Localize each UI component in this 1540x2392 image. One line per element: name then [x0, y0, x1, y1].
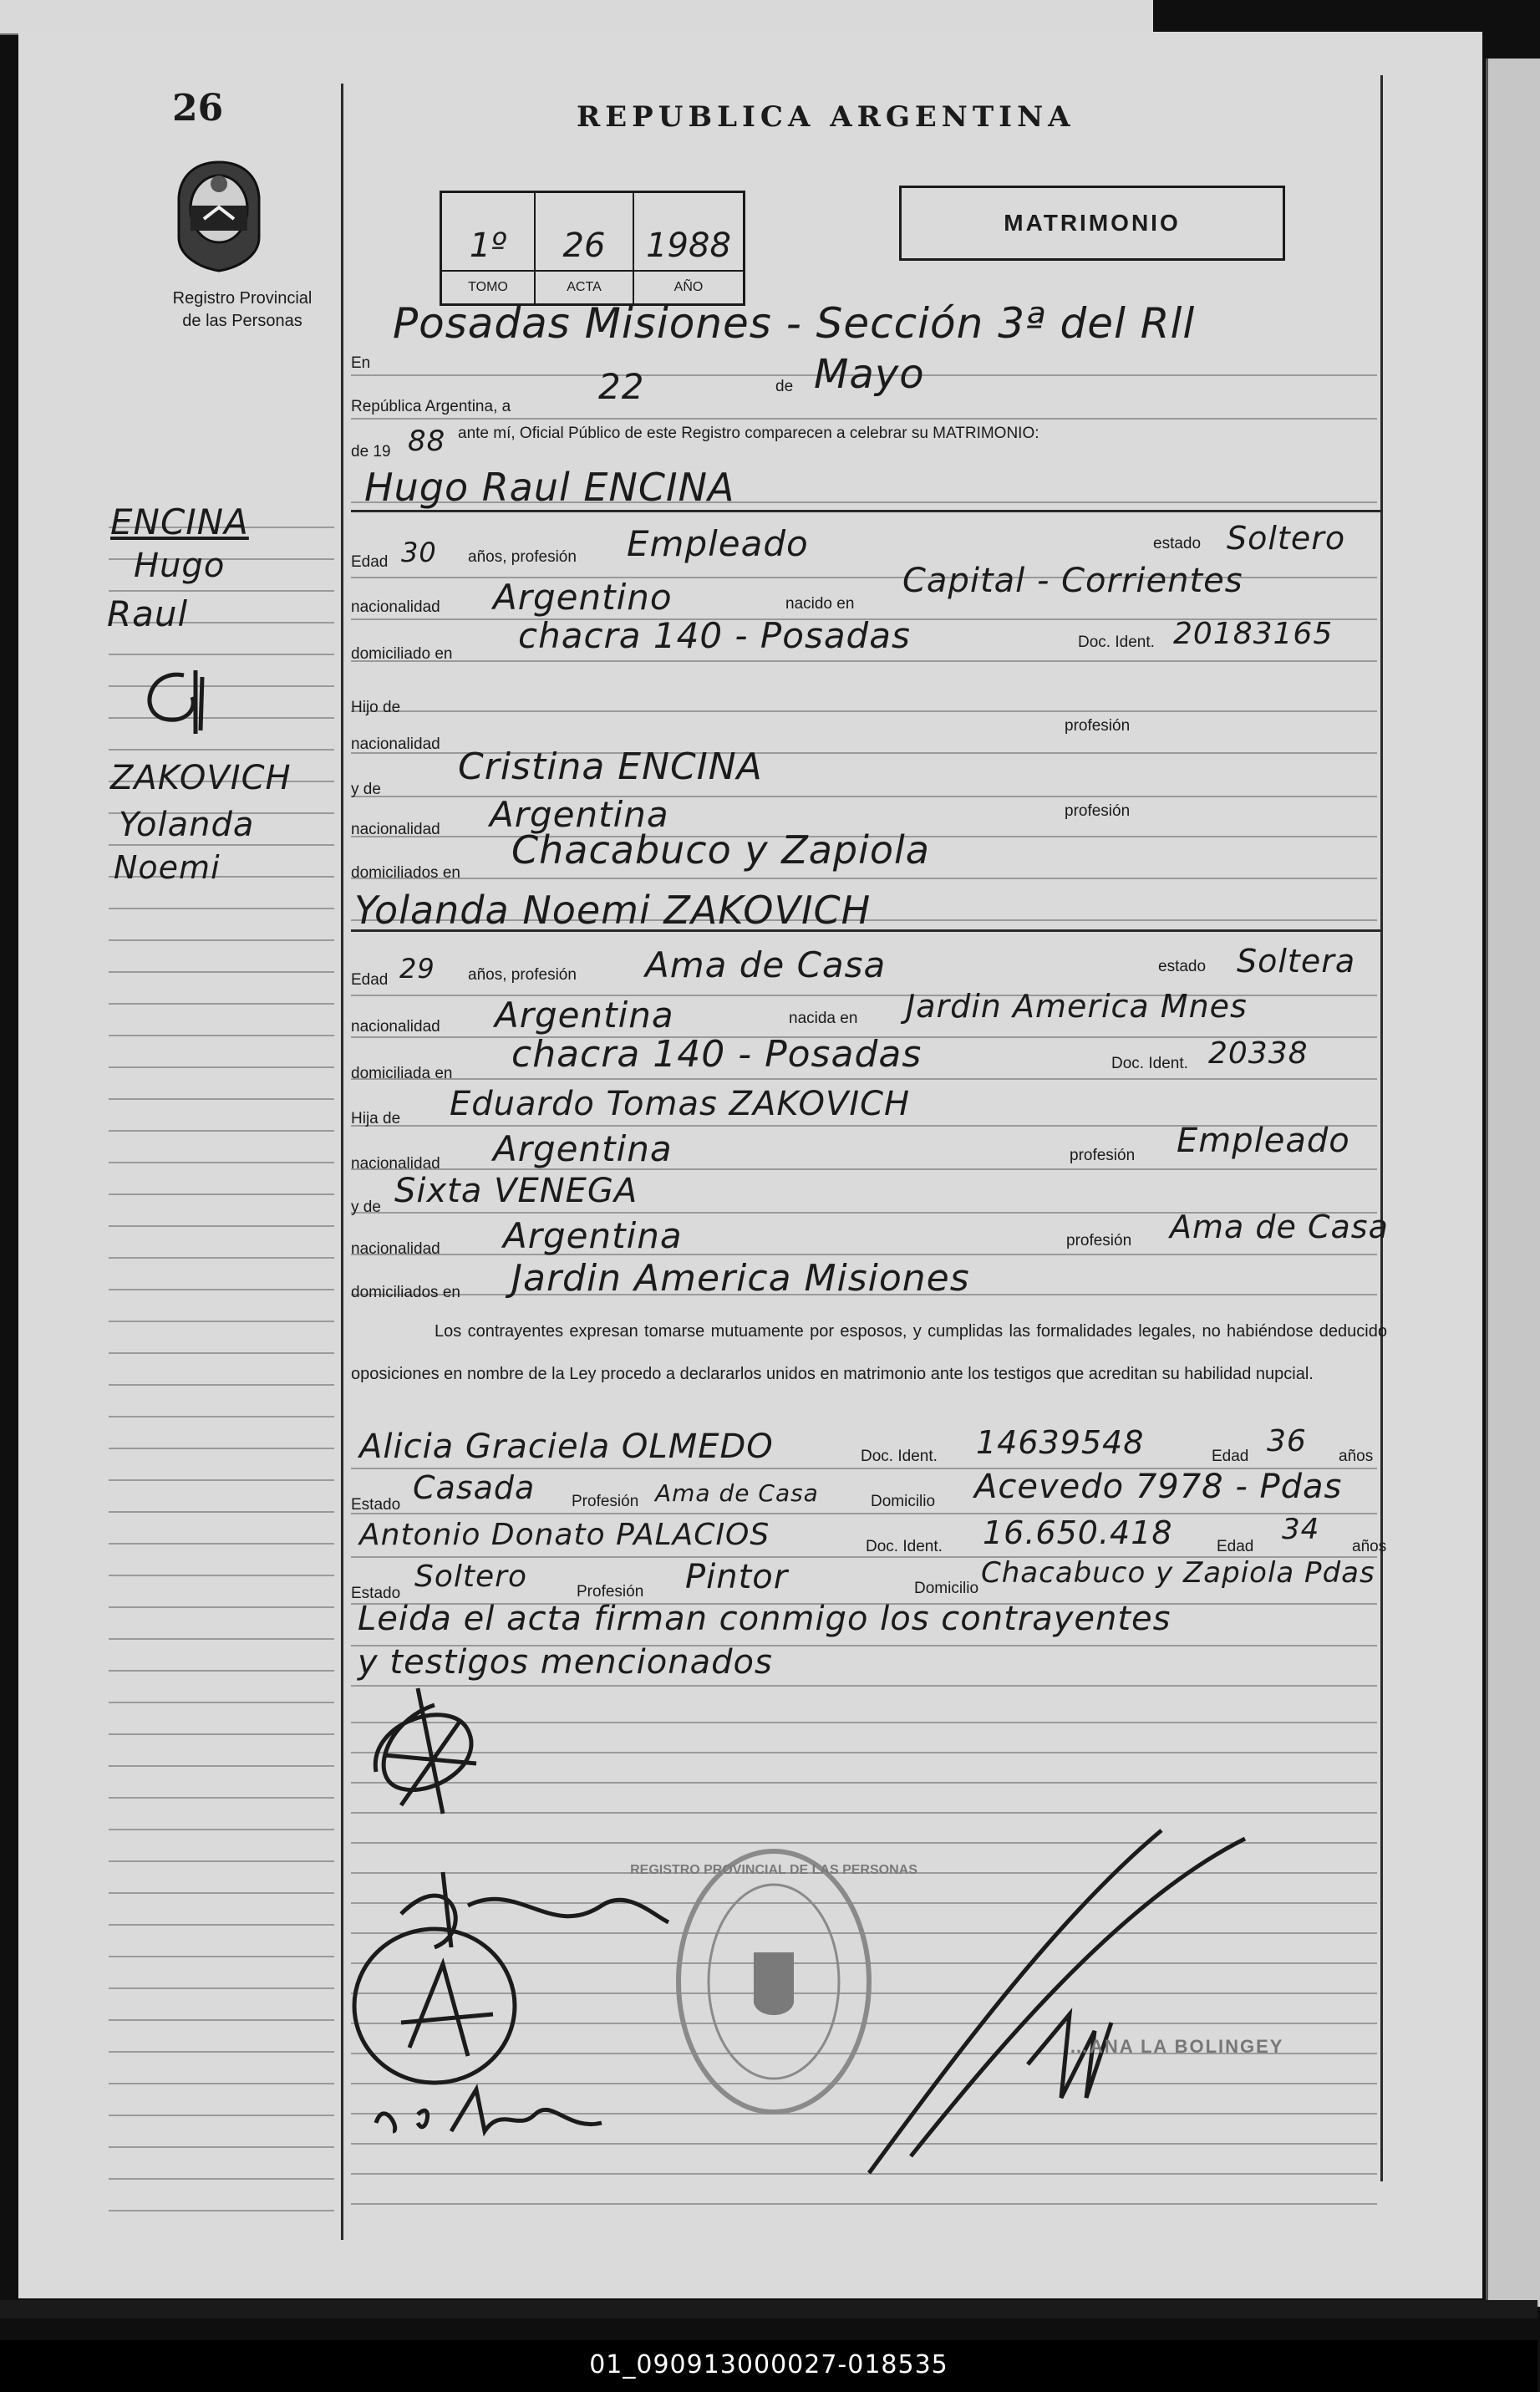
margin-rule-line	[109, 2178, 334, 2180]
hw-day: 22	[598, 366, 645, 407]
margin-rule-line	[109, 1384, 334, 1386]
groom-margin-signature-icon	[125, 660, 226, 744]
hw-witness2-prof: Pintor	[685, 1558, 789, 1596]
label-estado: estado	[1153, 535, 1202, 552]
label-doc-ident: Doc. Ident.	[1078, 634, 1155, 651]
hw-witness1-name: Alicia Graciela OLMEDO	[359, 1428, 774, 1466]
page-number: 26	[172, 87, 224, 130]
margin-groom-surname: ENCINA	[110, 501, 249, 542]
margin-rule-line	[109, 1670, 334, 1672]
stamp-text: REGISTRO PROVINCIAL DE LAS PERSONAS	[630, 1863, 917, 1877]
margin-bride-first-name: Yolanda	[119, 806, 255, 844]
signature-rule-line	[351, 1752, 1377, 1753]
margin-rule-line	[109, 2083, 334, 2084]
label-profesion-cap-2: Profesión	[577, 1583, 644, 1601]
margin-rule-line	[109, 1797, 334, 1799]
label-anos-2: años	[1352, 1538, 1387, 1555]
label-edad: Edad	[351, 553, 389, 571]
label-doc-ident-4: Doc. Ident.	[866, 1538, 943, 1555]
margin-rule-line	[109, 1098, 334, 1100]
hw-bride-status: Soltera	[1237, 943, 1356, 980]
label-nacionalidad-6: nacionalidad	[351, 1240, 440, 1258]
hw-bride-nationality: Argentina	[495, 995, 674, 1036]
label-doc-ident-3: Doc. Ident.	[861, 1448, 938, 1465]
hw-witness1-status: Casada	[413, 1469, 536, 1506]
ano-cell	[634, 193, 743, 303]
hw-groom-status: Soltero	[1227, 520, 1346, 557]
body-paragraph-text: Los contrayentes expresan tomarse mutuamente por esposos, y cumplidas las formalidades legales, no habiéndose deducido oposiciones en nombre de la Ley procedo a declararlos unidos en matrimonio ante los testigos que acreditan su habilidad nupcial.	[351, 1322, 1387, 1383]
label-nacida-en: nacida en	[789, 1010, 858, 1027]
margin-rule-line	[109, 1765, 334, 1767]
margin-rule-line	[109, 1257, 334, 1259]
hw-bride-father-prof: Empleado	[1177, 1122, 1350, 1160]
label-nacionalidad-4: nacionalidad	[351, 1018, 440, 1036]
label-nacionalidad-2: nacionalidad	[351, 735, 440, 753]
margin-line	[341, 84, 343, 2240]
margin-rule-line	[109, 590, 334, 592]
hw-witness2-address: Chacabuco y Zapiola Pdas	[981, 1556, 1375, 1590]
hw-groom-profession: Empleado	[627, 523, 809, 564]
margin-rule-line	[109, 1225, 334, 1227]
hw-groom-mother-nat: Argentina	[490, 794, 669, 835]
label-republica: República Argentina, a	[351, 398, 511, 415]
margin-rule-line	[109, 2210, 334, 2211]
margin-rule-line	[109, 1448, 334, 1449]
hw-place: Posadas Misiones - Sección 3ª del Rll	[393, 299, 1196, 348]
margin-rule-line	[109, 1352, 334, 1354]
margin-rule-line	[109, 1924, 334, 1926]
signature-witness-icon	[368, 2081, 618, 2148]
form-rule-line	[351, 1513, 1377, 1514]
acta-value: 26	[562, 226, 606, 265]
form-rule-line	[351, 710, 1377, 712]
margin-rule-line	[109, 2115, 334, 2116]
hw-groom-address: chacra 140 - Posadas	[518, 615, 911, 656]
margin-rule-line	[109, 1416, 334, 1417]
hw-witness2-doc: 16.650.418	[983, 1514, 1173, 1551]
margin-rule-line	[109, 1321, 334, 1322]
record-type-box: MATRIMONIO	[899, 186, 1285, 261]
label-estado-cap: Estado	[351, 1496, 401, 1514]
label-nacido-en: nacido en	[785, 595, 855, 613]
hw-witness1-age: 36	[1267, 1424, 1307, 1458]
hw-year: 88	[408, 425, 446, 458]
registry-name	[125, 288, 359, 333]
hw-groom-parents-address: Chacabuco y Zapiola	[511, 827, 930, 873]
label-de-year: de 19	[351, 443, 391, 461]
label-nacionalidad-3: nacionalidad	[351, 821, 440, 838]
body-paragraph	[351, 1311, 1387, 1396]
margin-groom-middle-name: Raul	[107, 593, 189, 634]
ano-value: 1988	[646, 226, 731, 265]
margin-rule-line	[109, 1638, 334, 1640]
hw-closing-line2: y testigos mencionados	[358, 1643, 773, 1682]
label-domiciliado-en: domiciliado en	[351, 645, 453, 663]
hw-bride-name: Yolanda Noemi ZAKOVICH	[354, 888, 872, 933]
label-profesion-4: profesión	[1066, 1232, 1132, 1249]
registrar-signature-icon	[861, 1814, 1253, 2181]
hw-groom-mother: Cristina ENCINA	[458, 746, 763, 788]
form-rule-line	[351, 1078, 1377, 1080]
hw-bride-mother: Sixta VENEGA	[394, 1172, 638, 1210]
margin-rule-line	[109, 1130, 334, 1132]
hw-groom-age: 30	[401, 537, 437, 568]
label-domicilio: Domicilio	[871, 1493, 936, 1510]
hw-bride-profession: Ama de Casa	[645, 944, 887, 985]
label-domiciliada-en: domiciliada en	[351, 1065, 453, 1082]
hw-bride-mother-prof: Ama de Casa	[1170, 1209, 1389, 1245]
label-domiciliados-en: domiciliados en	[351, 864, 460, 882]
label-hija-de: Hija de	[351, 1110, 401, 1127]
label-estado-cap-2: Estado	[351, 1585, 401, 1602]
margin-rule-line	[109, 971, 334, 973]
margin-groom-first-name: Hugo	[134, 547, 226, 585]
registry-line-1: Registro Provincial	[172, 289, 313, 308]
margin-rule-line	[109, 1987, 334, 1989]
margin-rule-line	[109, 1003, 334, 1005]
margin-rule-line	[109, 1860, 334, 1862]
image-identifier: 01_090913000027-018535	[589, 2350, 948, 2379]
label-edad-2: Edad	[351, 971, 389, 989]
hw-bride-mother-nat: Argentina	[503, 1215, 683, 1256]
signature-scribble-1-icon	[351, 1672, 501, 1830]
margin-rule-line	[109, 2051, 334, 2053]
label-edad-4: Edad	[1217, 1538, 1254, 1555]
tomo-label: TOMO	[468, 280, 508, 294]
coat-of-arms-icon	[170, 157, 267, 274]
tomo-value: 1º	[469, 226, 507, 265]
hw-groom-nationality: Argentino	[493, 577, 673, 618]
margin-rule-line	[109, 2019, 334, 2021]
margin-rule-line	[109, 1162, 334, 1163]
hw-groom-doc: 20183165	[1173, 617, 1334, 651]
hw-bride-father-nat: Argentina	[493, 1128, 673, 1169]
margin-rule-line	[109, 1606, 334, 1608]
label-profesion: profesión	[1065, 717, 1131, 735]
margin-bride-surname: ZAKOVICH	[110, 759, 292, 797]
label-domiciliados-en-2: domiciliados en	[351, 1284, 460, 1301]
label-anos-profesion: años, profesión	[468, 548, 577, 566]
margin-rule-line	[109, 654, 334, 655]
tomo-cell	[442, 193, 536, 303]
label-profesion-2: profesión	[1065, 802, 1131, 820]
margin-rule-line	[109, 1956, 334, 1957]
hw-witness1-address: Acevedo 7978 - Pdas	[974, 1468, 1343, 1506]
previous-page-edge	[0, 0, 1153, 35]
label-domicilio-2: Domicilio	[914, 1580, 979, 1597]
form-rule-line	[351, 660, 1377, 662]
label-de-mes: de	[775, 378, 794, 395]
hw-bride-birthplace: Jardin America Mnes	[906, 988, 1248, 1025]
margin-rule-line	[109, 1289, 334, 1290]
republic-title: REPUBLICA ARGENTINA	[577, 100, 1075, 134]
margin-rule-line	[109, 1543, 334, 1545]
hw-bride-age: 29	[399, 953, 435, 985]
hw-closing-line1: Leida el acta firman conmigo los contrayentes	[358, 1600, 1172, 1638]
margin-rule-line	[109, 1892, 334, 1894]
label-profesion-3: profesión	[1070, 1147, 1136, 1164]
signature-contrayentes-icon	[351, 1847, 685, 2115]
hw-groom-birthplace: Capital - Corrientes	[902, 562, 1243, 600]
margin-rule-line	[109, 1511, 334, 1513]
form-rule-line	[351, 1685, 1377, 1687]
label-y-de-2: y de	[351, 1199, 381, 1216]
official-stamp-icon	[630, 1844, 917, 2120]
section-divider	[351, 510, 1380, 512]
registrar-stamp-text: …ANA LA BOLINGEY	[1070, 2036, 1284, 2057]
label-anos: años	[1339, 1448, 1374, 1465]
label-y-de: y de	[351, 781, 381, 798]
hw-witness2-age: 34	[1282, 1513, 1320, 1546]
margin-rule-line	[109, 1575, 334, 1576]
hw-bride-father: Eduardo Tomas ZAKOVICH	[450, 1085, 911, 1123]
margin-rule-line	[109, 1702, 334, 1703]
signature-rule-line	[351, 1782, 1377, 1784]
label-profesion-cap: Profesión	[572, 1493, 639, 1510]
label-doc-ident-2: Doc. Ident.	[1111, 1055, 1188, 1072]
label-en: En	[351, 354, 371, 372]
form-rule-line	[351, 418, 1377, 420]
hw-groom-name: Hugo Raul ENCINA	[364, 465, 735, 510]
signature-rule-line	[351, 2203, 1377, 2205]
next-page-edge	[1486, 59, 1540, 2307]
hw-witness1-prof: Ama de Casa	[655, 1479, 819, 1507]
label-edad-3: Edad	[1212, 1448, 1249, 1465]
margin-rule-line	[109, 749, 334, 751]
hw-witness1-doc: 14639548	[976, 1424, 1145, 1461]
registry-line-2: de las Personas	[182, 312, 302, 330]
label-hijo-de: Hijo de	[351, 699, 401, 716]
acta-cell	[536, 193, 634, 303]
hw-bride-doc: 20338	[1208, 1036, 1309, 1071]
margin-rule-line	[109, 1829, 334, 1830]
hw-witness2-name: Antonio Donato PALACIOS	[359, 1518, 770, 1552]
right-border-line	[1380, 75, 1383, 2181]
form-rule-line	[351, 878, 1377, 879]
margin-rule-line	[109, 908, 334, 909]
margin-rule-line	[109, 1193, 334, 1195]
signature-rule-line	[351, 1722, 1377, 1723]
margin-bride-middle-name: Noemi	[114, 849, 221, 886]
margin-rule-line	[109, 1733, 334, 1735]
label-ante-mi: ante mí, Oficial Público de este Registro comparecen a celebrar su MATRIMONIO:	[458, 425, 1039, 442]
hw-bride-address: chacra 140 - Posadas	[511, 1033, 922, 1076]
margin-rule-line	[109, 844, 334, 846]
margin-rule-line	[109, 2146, 334, 2148]
label-estado-2: estado	[1158, 958, 1207, 975]
margin-rule-line	[109, 939, 334, 941]
label-nacionalidad: nacionalidad	[351, 598, 440, 616]
hw-bride-parents-address: Jardin America Misiones	[511, 1257, 970, 1300]
hw-witness2-status: Soltero	[414, 1560, 527, 1594]
book-edge	[0, 2300, 1537, 2318]
margin-rule-line	[109, 1066, 334, 1068]
margin-rule-line	[109, 1035, 334, 1036]
label-anos-profesion-2: años, profesión	[468, 966, 577, 984]
ano-label: AÑO	[673, 280, 704, 294]
hw-month: Mayo	[814, 351, 925, 398]
acta-label: ACTA	[567, 280, 602, 294]
record-number-box	[440, 191, 745, 306]
margin-rule-line	[109, 1479, 334, 1481]
label-nacionalidad-5: nacionalidad	[351, 1155, 440, 1173]
